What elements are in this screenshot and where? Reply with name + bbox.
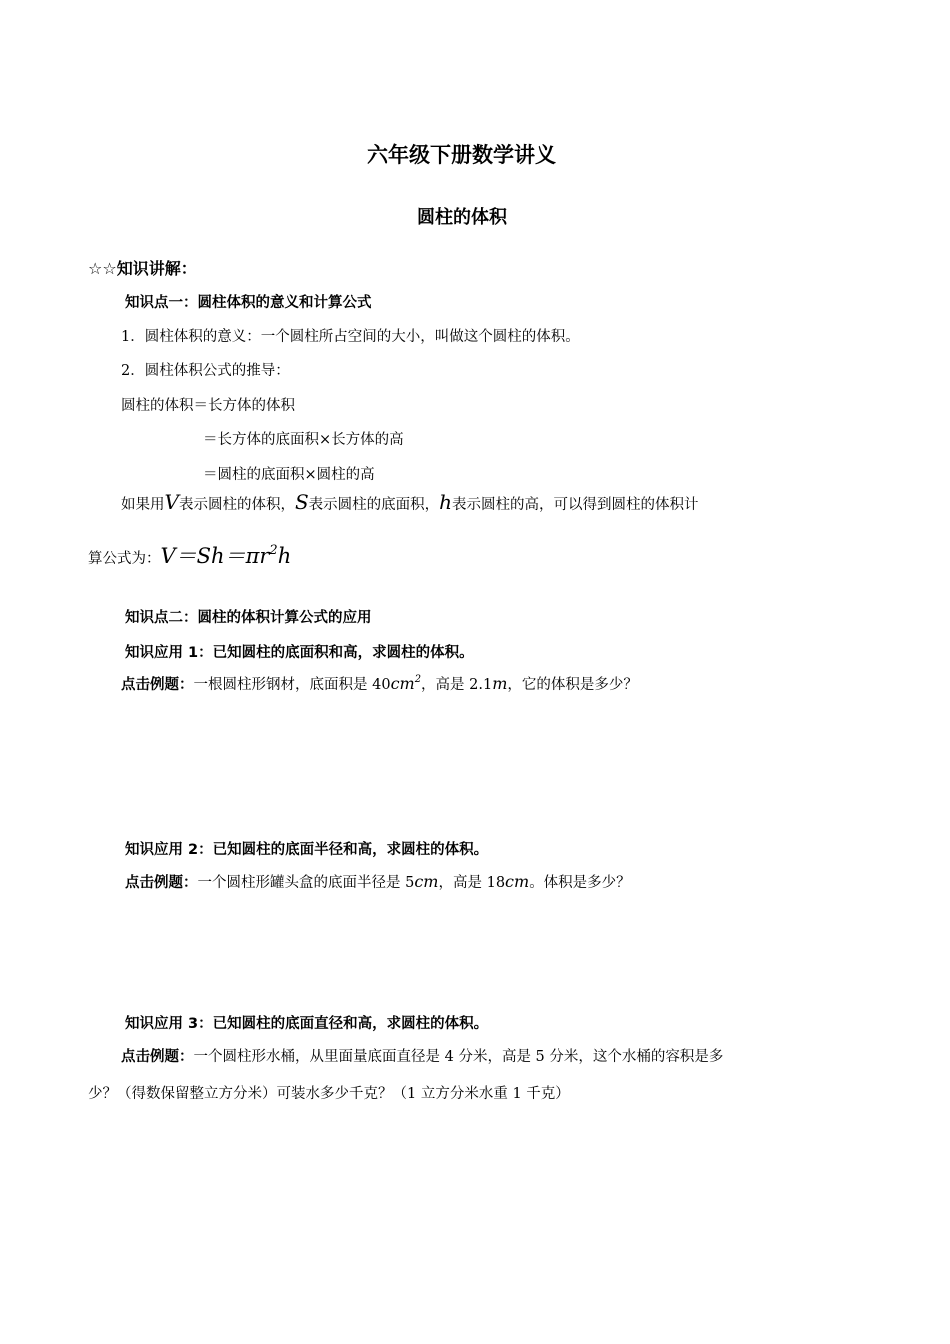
- var-v: V: [164, 490, 179, 514]
- text-fragment: 表示圆柱的高，可以得到圆柱的体积计: [452, 497, 699, 513]
- document-subtitle: 圆柱的体积: [417, 207, 507, 228]
- document-title: 六年级下册数学讲义: [367, 143, 556, 167]
- text-fragment: 一根圆柱形钢材，底面积是 40: [193, 677, 391, 693]
- app2-example: [125, 871, 631, 892]
- kp1-formula-line: [88, 540, 291, 570]
- kp1-derivation-3: ＝圆柱的底面积×圆柱的高: [203, 467, 375, 483]
- formula-main: V＝Sh＝πr: [160, 544, 270, 568]
- text-fragment: 。体积是多少？: [529, 875, 631, 891]
- kp1-variables-line: [121, 490, 699, 514]
- text-fragment: 一个圆柱形罐头盒的底面半径是 5: [197, 875, 415, 891]
- formula-exponent: 2: [269, 542, 278, 558]
- text-fragment: 表示圆柱的底面积，: [308, 497, 440, 513]
- unit-cm: cm: [414, 872, 439, 891]
- formula-end: h: [277, 544, 292, 568]
- app2-heading: 知识应用 2：已知圆柱的底面半径和高，求圆柱的体积。: [125, 842, 489, 858]
- text-fragment: ，高是 18: [438, 875, 506, 891]
- var-h: h: [439, 490, 453, 514]
- text-fragment: 算公式为：: [88, 551, 161, 567]
- var-s: S: [294, 490, 309, 514]
- app3-heading: 知识应用 3：已知圆柱的底面直径和高，求圆柱的体积。: [125, 1016, 489, 1032]
- text-fragment: 表示圆柱的体积，: [178, 497, 295, 513]
- example-label: 点击例题：: [125, 875, 198, 891]
- unit-cm2: [391, 674, 421, 693]
- app1-heading: 知识应用 1：已知圆柱的底面积和高，求圆柱的体积。: [125, 645, 474, 661]
- unit-text: cm: [390, 674, 415, 693]
- kp1-derivation-1: 圆柱的体积＝长方体的体积: [121, 398, 295, 414]
- kp2-heading: 知识点二：圆柱的体积计算公式的应用: [125, 610, 372, 626]
- text-fragment: ，它的体积是多少？: [507, 677, 638, 693]
- kp1-item2: 2．圆柱体积公式的推导：: [121, 363, 290, 379]
- kp1-heading: 知识点一：圆柱体积的意义和计算公式: [125, 295, 372, 311]
- text-fragment: ，高是 2.1: [421, 677, 493, 693]
- text-fragment: 一个圆柱形水桶，从里面量底面直径是 4 分米，高是 5 分米，这个水桶的容积是多: [193, 1049, 724, 1065]
- text-fragment: 如果用: [121, 497, 165, 513]
- example-label: 点击例题：: [121, 1049, 194, 1065]
- app3-example-line2: 少？（得数保留整立方分米）可装水多少千克？（1 立方分米水重 1 千克）: [88, 1086, 570, 1102]
- app1-example: [121, 673, 638, 694]
- unit-m: m: [492, 674, 508, 693]
- example-label: 点击例题：: [121, 677, 194, 693]
- kp1-derivation-2: ＝长方体的底面积×长方体的高: [203, 432, 404, 448]
- kp1-item1: 1．圆柱体积的意义：一个圆柱所占空间的大小，叫做这个圆柱的体积。: [121, 329, 580, 345]
- unit-exponent: 2: [414, 674, 422, 686]
- unit-cm: cm: [505, 872, 530, 891]
- app3-example-line1: [121, 1045, 723, 1066]
- section-heading: ☆☆知识讲解：: [88, 259, 197, 278]
- volume-formula: [161, 544, 292, 568]
